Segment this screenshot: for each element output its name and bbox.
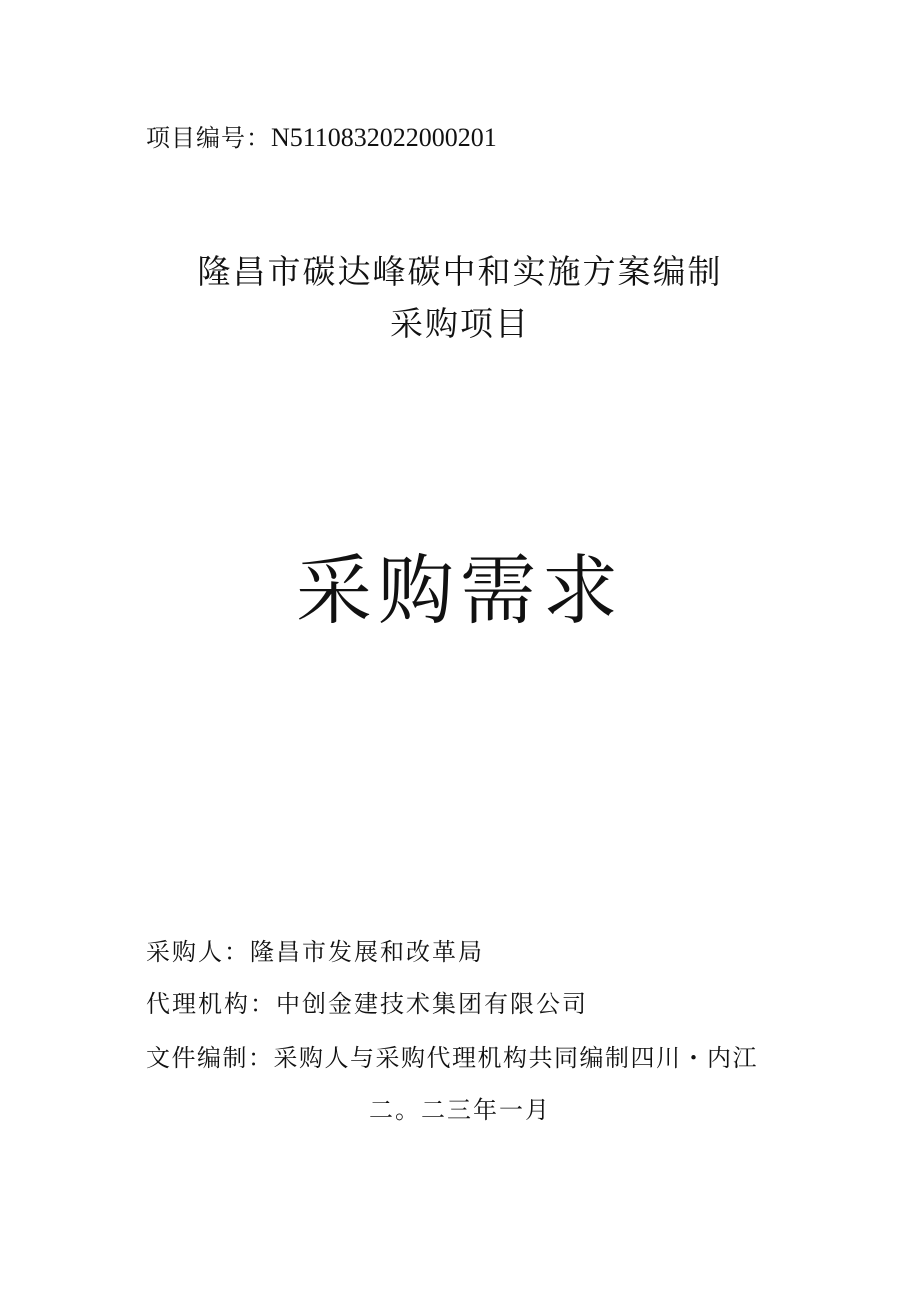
document-date: 二。二三年一月	[369, 1096, 551, 1124]
project-number-label: 项目编号：	[146, 124, 271, 152]
project-title-line-1: 隆昌市碳达峰碳中和实施方案编制	[197, 252, 723, 291]
project-title-line-2: 采购项目	[390, 304, 530, 343]
project-number-value: N5110832022000201	[271, 123, 497, 152]
agency-line: 代理机构：中创金建技术集团有限公司	[146, 990, 588, 1018]
purchaser-line: 采购人：隆昌市发展和改革局	[146, 938, 484, 966]
document-title: 采购需求	[296, 546, 624, 635]
compiler-line: 文件编制：采购人与采购代理机构共同编制四川・内江	[146, 1044, 758, 1072]
project-number-line	[146, 118, 497, 153]
